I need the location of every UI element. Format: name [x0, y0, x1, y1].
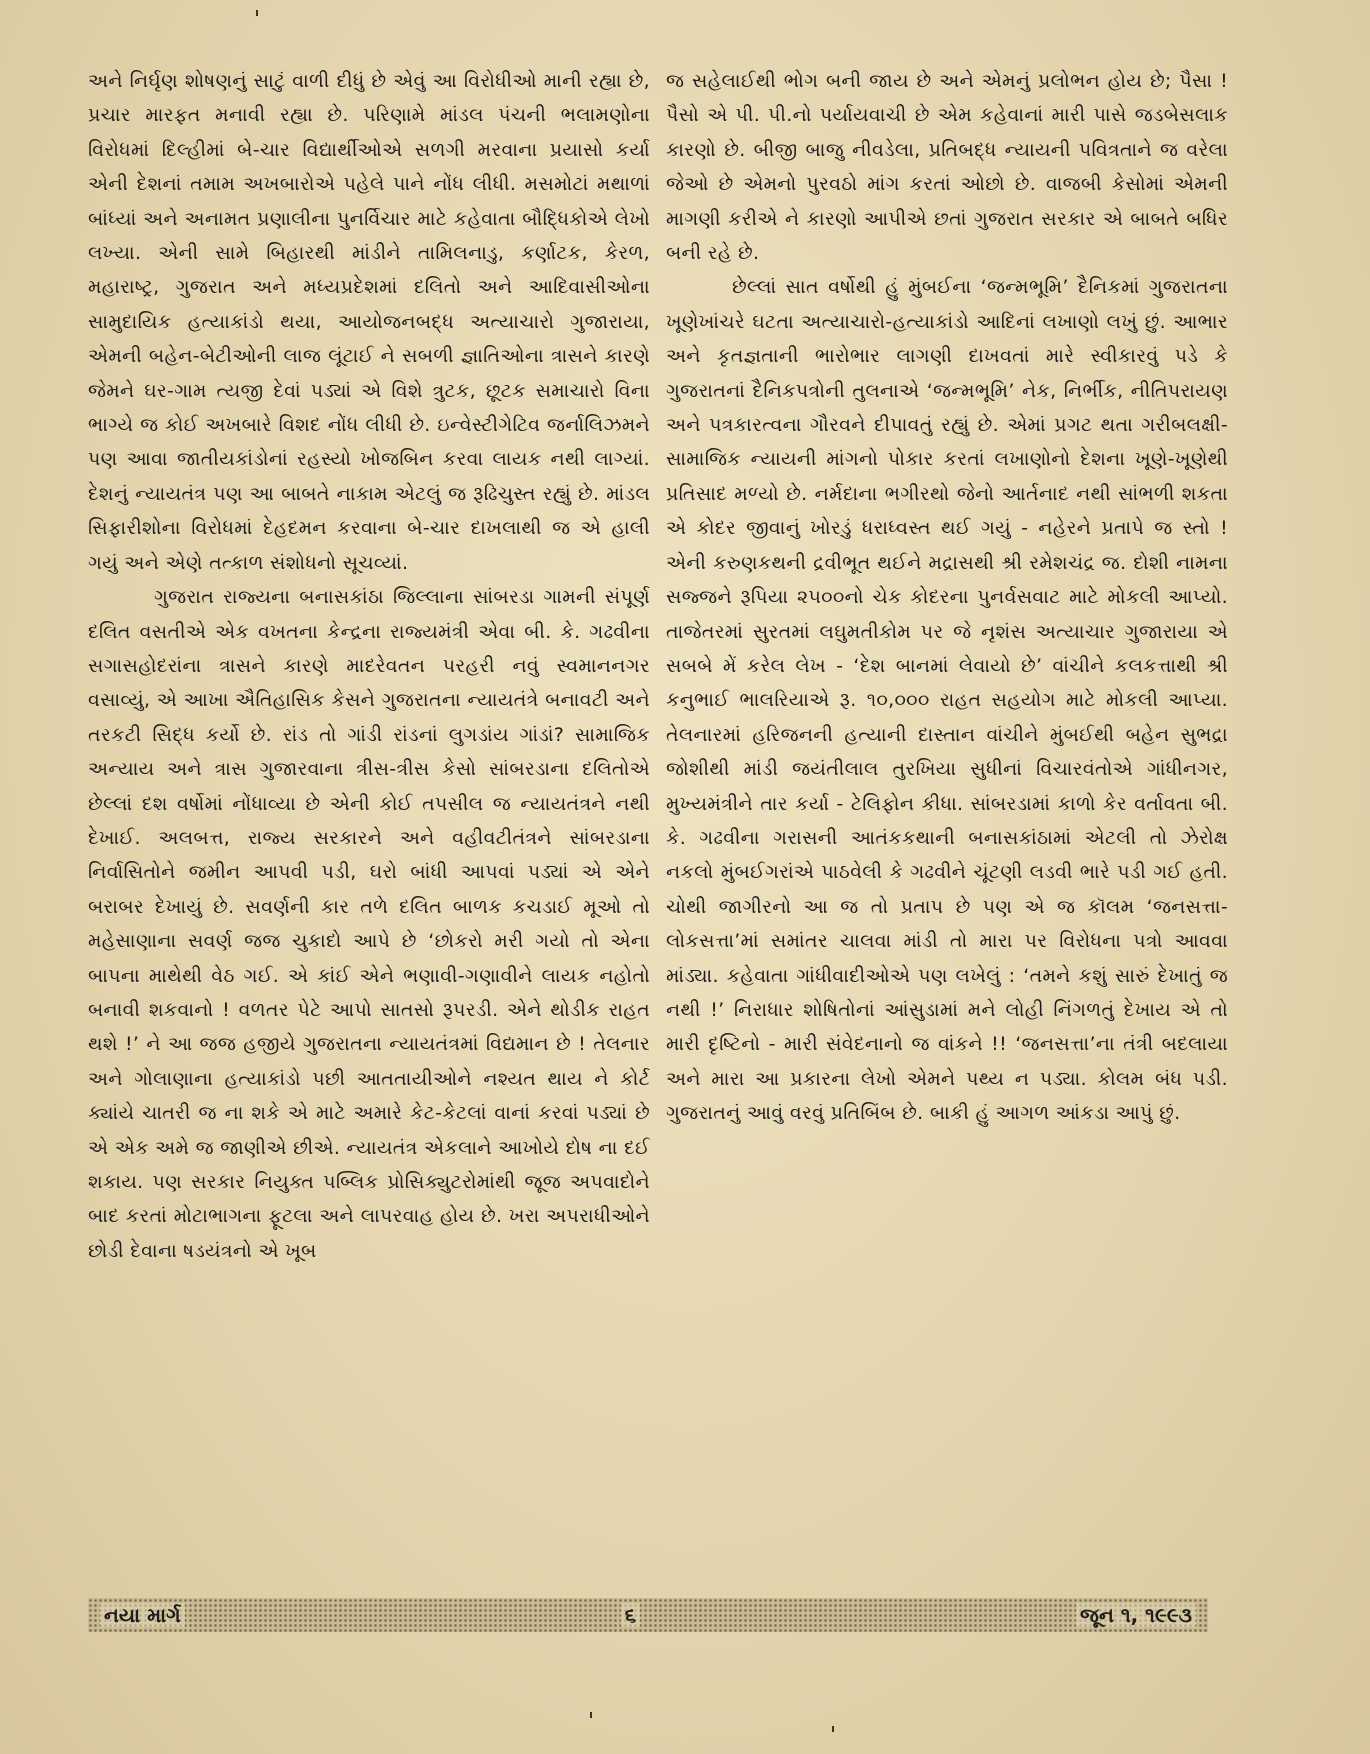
paragraph: જ સહેલાઈથી ભોગ બની જાય છે અને એમનું પ્રલોભન હોય છે; પૈસા ! પૈસો એ પી. પી.નો પર્યાયવાચી છે એમ કહેવાનાં મારી પાસે જડબેસલાક કારણો છે. બીજી બાજુ નીવડેલા, પ્રતિબદ્ધ ન્યાયની પવિત્રતાને જ વરેલા જેઓ છે એમનો પુરવઠો માંગ કરતાં ઓછો છે. વાજબી કેસોમાં એમની માગણી કરીએ ને કારણો આપીએ છતાં ગુજરાત સરકાર એ બાબતે બધિર બની રહે છે.: [666, 70, 1228, 265]
left-column: [88, 64, 650, 1604]
right-column: [666, 64, 1228, 1604]
print-speck: [832, 1726, 834, 1732]
paragraph: અને નિર્ઘૃણ શોષણનું સાટું વાળી દીધું છે એવું આ વિરોધીઓ માની રહ્યા છે, પ્રચાર મારફત મનાવી રહ્યા છે. પરિણામે માંડલ પંચની ભલામણોના વિરોધમાં દિલ્હીમાં બે-ચાર વિદ્યાર્થીઓએ સળગી મરવાના પ્રયાસો કર્યા એની દેશનાં તમામ અખબારોએ પહેલે પાને નોંધ લીધી. મસમોટાં મથાળાં બાંધ્યાં અને અનામત પ્રણાલીના પુનર્વિચાર માટે કહેવાતા બૌદ્ધિકોએ લેખો લખ્યા. એની સામે બિહારથી માંડીને તામિલનાડુ, કર્ણાટક, કેરળ, મહારાષ્ટ્ર, ગુજરાત અને મધ્યપ્રદેશમાં દલિતો અને આદિવાસીઓના સામુદાયિક હત્યાકાંડો થયા, આયોજનબદ્ધ અત્યાચારો ગુજારાયા, એમની બહેન-બેટીઓની લાજ લૂંટાઈ ને સબળી જ્ઞાતિઓના ત્રાસને કારણે જેમને ઘર-ગામ ત્યજી દેવાં પડ્યાં એ વિશે ત્રુટક, છૂટક સમાચારો વિના ભાગ્યે જ કોઈ અખબારે વિશદ નોંધ લીધી છે. ઇન્વેસ્ટીગેટિવ જર્નાલિઝમને પણ આવા જાતીયકાંડોનાં રહસ્યો ખોજબિન કરવા લાયક નથી લાગ્યાં. દેશનું ન્યાયતંત્ર પણ આ બાબતે નાકામ એટલું જ રૂઢિચુસ્ત રહ્યું છે. માંડલ સિફારીશોના વિરોધમાં દેહદમન કરવાના બે-ચાર દાખલાથી જ એ હાલી ગયું અને એણે તત્કાળ સંશોધનો સૂચવ્યાં.: [88, 70, 650, 574]
page-footer: [88, 1598, 1208, 1632]
publication-name: નયા માર્ગ: [100, 1603, 185, 1627]
paragraph: ગુજરાત રાજ્યના બનાસકાંઠા જિલ્લાના સાંબરડા ગામની સંપૂર્ણ દલિત વસતીએ એક વખતના કેન્દ્રના રાજ્યમંત્રી એવા બી. કે. ગઢવીના સગાસહોદરાંના ત્રાસને કારણે માદરેવતન પરહરી નવું સ્વમાનનગર વસાવ્યું, એ આખા ઐતિહાસિક કેસને ગુજરાતના ન્યાયતંત્રે બનાવટી અને તરકટી સિદ્ધ કર્યો છે. રાંડ તો ગાંડી રાંડનાં લુગડાંય ગાંડાં? સામાજિક અન્યાય અને ત્રાસ ગુજારવાના ત્રીસ-ત્રીસ કેસો સાંબરડાના દલિતોએ છેલ્લાં દશ વર્ષોમાં નોંધાવ્યા છે એની કોઈ તપસીલ જ ન્યાયતંત્રને નથી દેખાઈ. અલબત્ત, રાજ્ય સરકારને અને વહીવટીતંત્રને સાંબરડાના નિર્વાસિતોને જમીન આપવી પડી, ઘરો બાંધી આપવાં પડ્યાં એ એને બરાબર દેખાયું છે. સવર્ણની કાર તળે દલિત બાળક કચડાઈ મૂઓ તો મહેસાણાના સવર્ણ જજ ચુકાદો આપે છે ‘છોકરો મરી ગયો તો એના બાપના માથેથી વેઠ ગઈ. એ કાંઈ એને ભણાવી-ગણાવીને લાયક નહોતો બનાવી શકવાનો ! વળતર પેટે આપો સાતસો રૂપરડી. એને થોડીક રાહત થશે !’ ને આ જજ હજીયે ગુજરાતના ન્યાયતંત્રમાં વિદ્યમાન છે ! તેલનાર અને ગોલાણાના હત્યાકાંડો પછી આતતાયીઓને નશ્યત થાય ને કોર્ટ ક્યાંયે ચાતરી જ ના શકે એ માટે અમારે કેટ-કેટલાં વાનાં કરવાં પડ્યાં છે એ એક અમે જ જાણીએ છીએ. ન્યાયતંત્ર એકલાને આખોયે દોષ ના દઈ શકાય. પણ સરકાર નિયુક્ત પબ્લિક પ્રોસિક્યુટરોમાંથી જૂજ અપવાદોને બાદ કરતાં મોટાભાગના ફૂટલા અને લાપરવાહ હોય છે. ખરા અપરાધીઓને છોડી દેવાના ષડયંત્રનો એ ખૂબ: [88, 586, 650, 1262]
paragraph: છેલ્લાં સાત વર્ષોથી હું મુંબઈના ‘જન્મભૂમિ’ દૈનિકમાં ગુજરાતના ખૂણેખાંચરે ઘટતા અત્યાચારો-હત્યાકાંડો આદિનાં લખાણો લખું છું. આભાર અને કૃતજ્ઞતાની ભારોભાર લાગણી દાખવતાં મારે સ્વીકારવું પડે કે ગુજરાતનાં દૈનિકપત્રોની તુલનાએ ‘જન્મભૂમિ’ નેક, નિર્ભીક, નીતિપરાયણ અને પત્રકારત્વના ગૌરવને દીપાવતું રહ્યું છે. એમાં પ્રગટ થતા ગરીબલક્ષી-સામાજિક ન્યાયની માંગનો પોકાર કરતાં લખાણોનો દેશના ખૂણે-ખૂણેથી પ્રતિસાદ મળ્યો છે. નર્મદાના ભગીરથો જેનો આર્તનાદ નથી સાંભળી શકતા એ કોદર જીવાનું ખોરડું ધરાધ્વસ્ત થઈ ગયું - નહેરને પ્રતાપે જ સ્તો ! એની કરુણકથની દ્રવીભૂત થઈને મદ્રાસથી શ્રી રમેશચંદ્ર જ. દોશી નામના સજ્જને રૂપિયા ૨૫૦૦નો ચેક કોદરના પુનર્વસવાટ માટે મોકલી આપ્યો. તાજેતરમાં સુરતમાં લઘુમતીકોમ પર જે નૃશંસ અત્યાચાર ગુજારાયા એ સબબે મેં કરેલ લેખ - ‘દેશ બાનમાં લેવાયો છે’ વાંચીને કલકત્તાથી શ્રી કનુભાઈ ભાલરિયાએ રૂ. ૧૦,૦૦૦ રાહત સહયોગ માટે મોકલી આપ્યા. તેલનારમાં હરિજનની હત્યાની દાસ્તાન વાંચીને મુંબઈથી બહેન સુભદ્રા જોશીથી માંડી જયંતીલાલ તુરખિયા સુધીનાં વિચારવંતોએ ગાંધીનગર, મુખ્યમંત્રીને તાર કર્યા - ટેલિફોન કીધા. સાંબરડામાં કાળો કેર વર્તાવતા બી. કે. ગઢવીના ગરાસની આતંકકથાની બનાસકાંઠામાં એટલી તો ઝેરોક્ષ નકલો મુંબઈગરાંએ પાઠવેલી કે ગઢવીને ચૂંટણી લડવી ભારે પડી ગઈ હતી. ચોથી જાગીરનો આ જ તો પ્રતાપ છે પણ એ જ કૉલમ ‘જનસત્તા-લોકસત્તા’માં સમાંતર ચાલવા માંડી તો મારા પર વિરોધના પત્રો આવવા માંડ્યા. કહેવાતા ગાંધીવાદીઓએ પણ લખેલું : ‘તમને કશું સારું દેખાતું જ નથી !’ નિરાધાર શોષિતોનાં આંસુડામાં મને લોહી નિંગળતું દેખાય એ તો મારી દૃષ્ટિનો - મારી સંવેદનાનો જ વાંકને !! ‘જનસત્તા’ના તંત્રી બદલાયા અને મારા આ પ્રકારના લેખો એમને પથ્ય ન પડ્યા. કોલમ બંધ પડી. ગુજરાતનું આવું વરવું પ્રતિબિંબ છે. બાકી હું આગળ આંકડા આપું છું.: [666, 276, 1228, 1125]
print-speck: [256, 10, 258, 16]
page-number: ૬: [621, 1603, 640, 1627]
print-speck: [590, 1712, 592, 1718]
issue-date: જૂન ૧, ૧૯૯૩: [1076, 1603, 1196, 1627]
